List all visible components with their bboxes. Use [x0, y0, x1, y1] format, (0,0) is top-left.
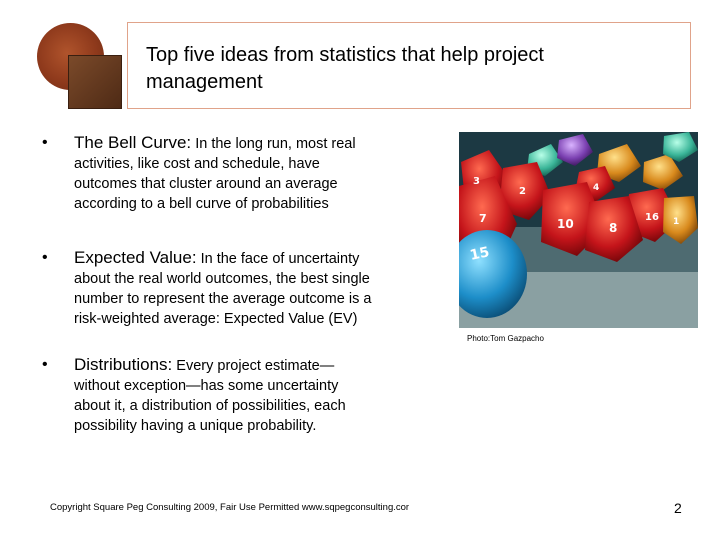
die-number: 1 — [673, 217, 680, 227]
page-number: 2 — [674, 500, 682, 516]
die-number: 4 — [593, 183, 600, 193]
bullet-term: The Bell Curve: — [74, 133, 192, 152]
bullet-line: Every project estimate— — [172, 358, 335, 374]
die-number: 15 — [468, 244, 491, 264]
footer-copyright: Copyright Square Peg Consulting 2009, Fair Use Permitted www.sqpegconsulting.cor — [50, 502, 410, 513]
die-number: 3 — [473, 176, 480, 187]
bullet-line: about the real world outcomes, the best single — [74, 271, 370, 287]
die-number: 2 — [519, 186, 526, 197]
bullet-line: activities, like cost and schedule, have — [74, 156, 320, 172]
slide-title-line-1: Top five ideas from statistics that help project — [146, 44, 544, 66]
logo-square — [68, 55, 122, 109]
die-number: 8 — [609, 221, 618, 235]
bullet-term: Distributions: — [74, 355, 173, 374]
bullet-term: Expected Value: — [74, 248, 197, 267]
slide-title — [146, 42, 666, 96]
bullet-marker: • — [42, 249, 48, 266]
die-number: 10 — [557, 217, 574, 231]
bullet-line: In the face of uncertainty — [196, 251, 360, 267]
bullet-line: outcomes that cluster around an average — [74, 176, 338, 192]
bullet-line: possibility having a unique probability. — [74, 418, 317, 434]
logo — [37, 23, 122, 107]
photo-credit: Photo:Tom Gazpacho — [467, 334, 544, 343]
die-number: 7 — [479, 212, 487, 225]
die-number: 16 — [645, 212, 659, 223]
bullet-marker: • — [42, 134, 48, 151]
bullet-line: risk-weighted average: Expected Value (EV) — [74, 311, 358, 327]
dice-illustration — [459, 132, 698, 328]
bullet-line: In the long run, most real — [191, 136, 356, 152]
bullet-line: without exception—has some uncertainty — [74, 378, 339, 394]
slide-title-line-2: management — [146, 71, 263, 93]
bullet-line: number to represent the average outcome is a — [74, 291, 372, 307]
bullet-line: about it, a distribution of possibilities, each — [74, 398, 346, 414]
title-box — [127, 22, 691, 109]
bullet-line: according to a bell curve of probabilities — [74, 196, 329, 212]
dice-photo — [459, 132, 698, 328]
bullet-marker: • — [42, 356, 48, 373]
